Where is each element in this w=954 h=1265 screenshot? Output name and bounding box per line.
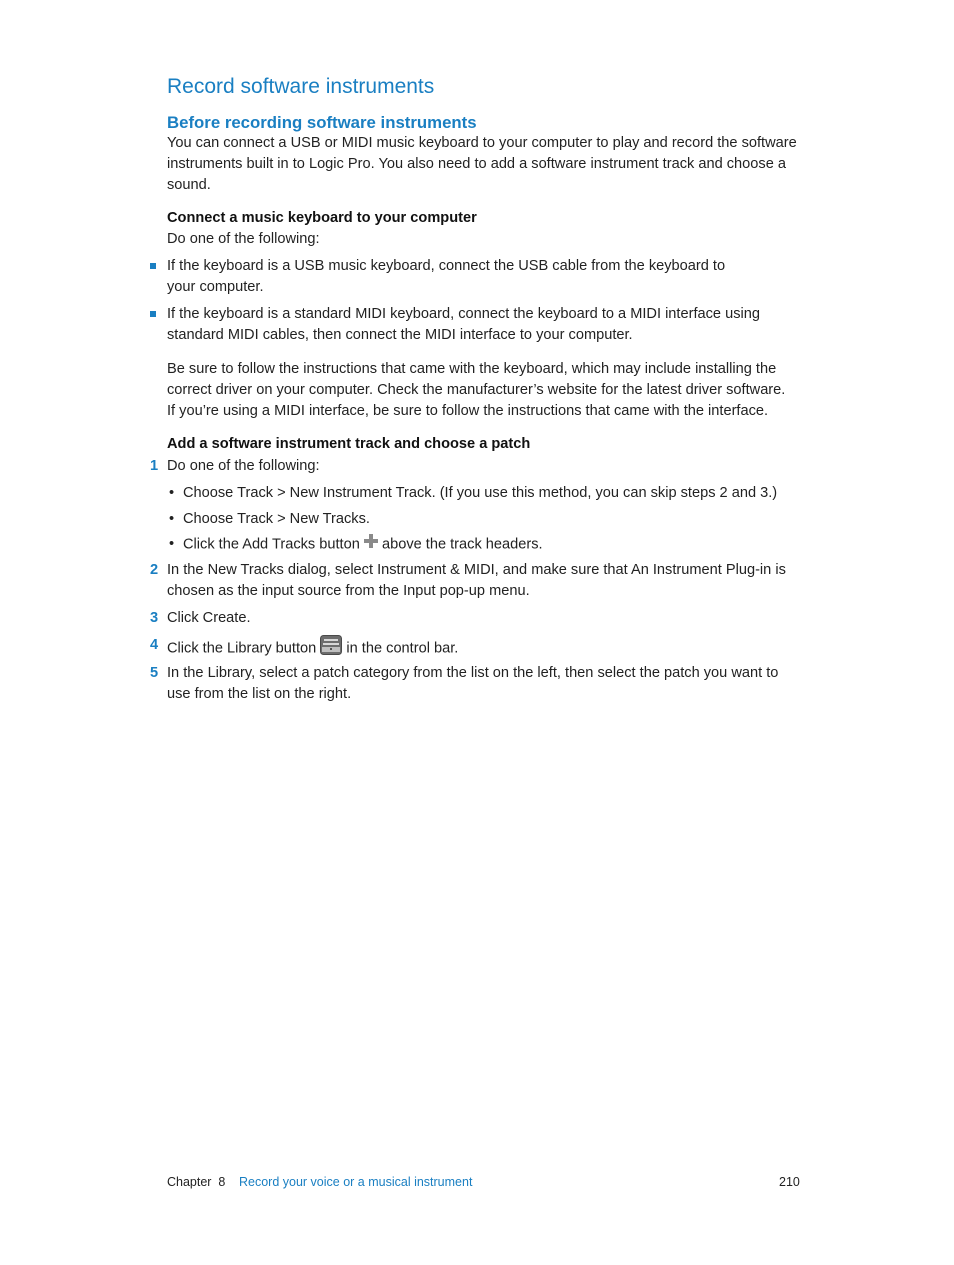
driver-note: Be sure to follow the instructions that came with the keyboard, which may include installing the correct driver on your computer. Check the manufacturer’s website for the latest driver software. If you’re using a MIDI interface, be sure to follow the instructions that came with the interface. bbox=[167, 361, 786, 419]
sub-bullet-text-before: Click the Add Tracks button bbox=[183, 536, 360, 553]
intro-paragraph: You can connect a USB or MIDI music keyboard to your computer to play and record the software instruments built in to Logic Pro. You also need to add a software instrument track and choose a sound. bbox=[167, 135, 797, 193]
sub-bullet-text bbox=[183, 534, 798, 555]
bullet-text: If the keyboard is a standard MIDI keyboard, connect the keyboard to a MIDI interface using standard MIDI cables, then connect the MIDI interface to your computer. bbox=[167, 306, 760, 343]
footer-chapter-link[interactable]: Record your voice or a musical instrument bbox=[239, 1175, 473, 1189]
step-number: 4 bbox=[150, 637, 159, 653]
plus-icon bbox=[364, 534, 378, 555]
step-number: 5 bbox=[150, 665, 159, 681]
step-text: In the New Tracks dialog, select Instrument & MIDI, and make sure that An Instrument Plug-in is chosen as the input source from the Input pop-up menu. bbox=[167, 562, 786, 599]
bullet-dot-icon: • bbox=[169, 511, 175, 527]
step-text-before: Click the Library button bbox=[167, 640, 317, 657]
sub-bullet-text-after: above the track headers. bbox=[381, 536, 543, 553]
step-number: 1 bbox=[150, 458, 159, 474]
square-bullet-icon bbox=[150, 263, 156, 269]
step-text bbox=[167, 635, 792, 662]
footer-chapter-label: Chapter 8 bbox=[167, 1175, 226, 1189]
bullet-dot-icon: • bbox=[169, 485, 175, 501]
connect-lead: Do one of the following: bbox=[167, 231, 320, 247]
bullet-text: If the keyboard is a USB music keyboard, connect the USB cable from the keyboard to your computer. bbox=[167, 258, 726, 295]
bullet-dot-icon: • bbox=[169, 536, 175, 552]
step-number: 2 bbox=[150, 562, 159, 578]
step-text-after: in the control bar. bbox=[346, 640, 459, 657]
library-icon bbox=[320, 635, 342, 662]
square-bullet-icon bbox=[150, 311, 156, 317]
step-text: Do one of the following: bbox=[167, 458, 320, 474]
sub-bullet-text: Choose Track > New Instrument Track. (If you use this method, you can skip steps 2 and 3.) bbox=[183, 485, 778, 501]
connect-keyboard-heading: Connect a music keyboard to your computer bbox=[167, 210, 477, 226]
step-text: In the Library, select a patch category from the list on the left, then select the patch you want to use from the list on the right. bbox=[167, 665, 779, 702]
step-text: Click Create. bbox=[167, 610, 251, 626]
step-number: 3 bbox=[150, 610, 159, 626]
section-heading: Before recording software instruments bbox=[167, 113, 477, 132]
page-number: 210 bbox=[779, 1175, 800, 1189]
page-title: Record software instruments bbox=[167, 75, 435, 98]
sub-bullet-text: Choose Track > New Tracks. bbox=[183, 511, 370, 527]
add-track-heading: Add a software instrument track and choose a patch bbox=[167, 436, 531, 452]
